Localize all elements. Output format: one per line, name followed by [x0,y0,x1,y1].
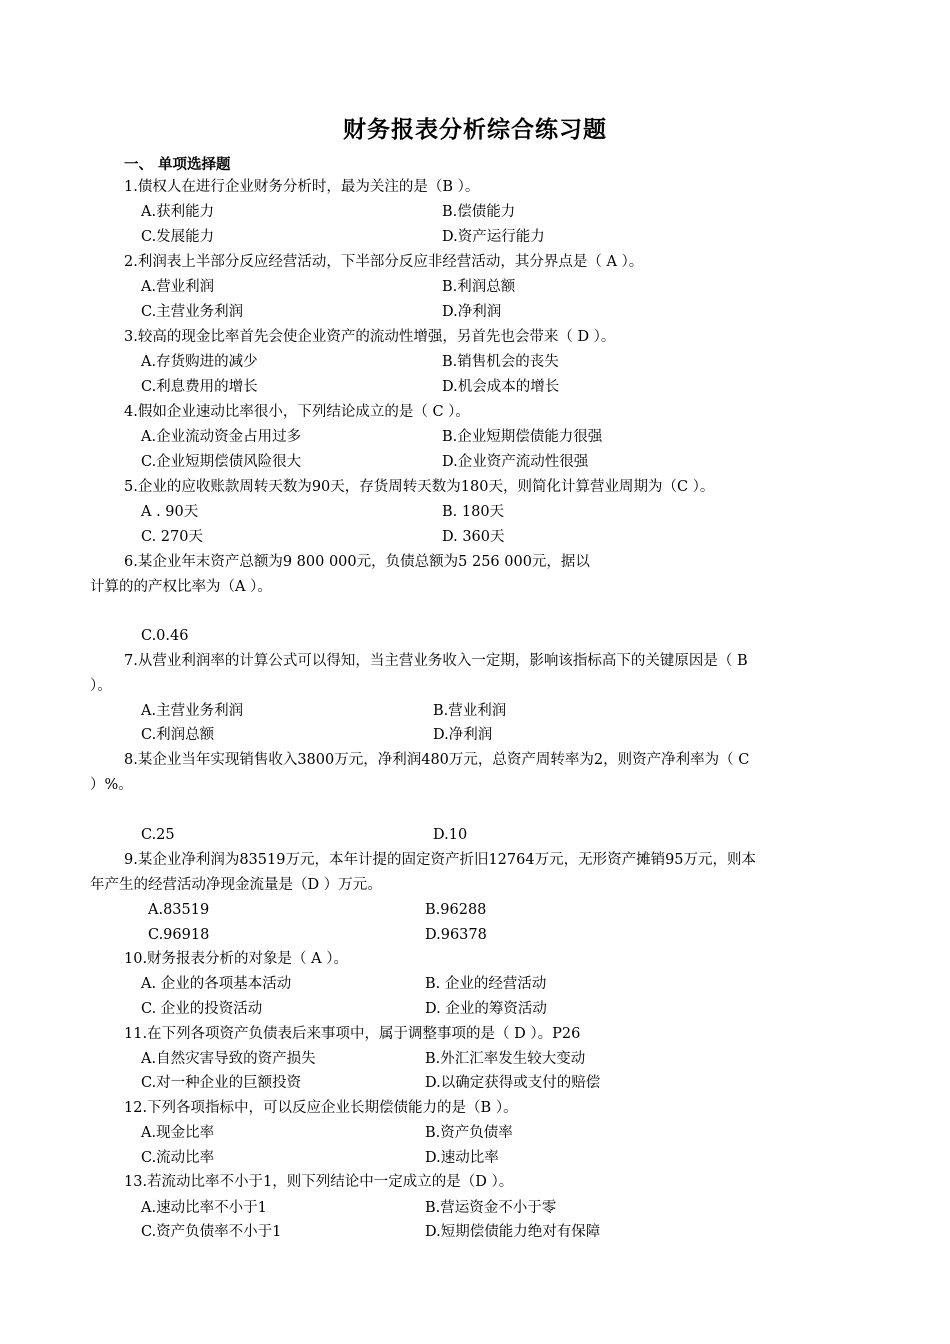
question-stem: 9.某企业净利润为83519万元，本年计提的固定资产折旧12764万元，无形资产摊销95万元，则本 [124,852,757,868]
option-d: D.以确定获得或支付的赔偿 [425,1075,601,1091]
question-stem: 7.从营业利润率的计算公式可以得知，当主营业务收入一定期，影响该指标高下的关键原因是（ B [124,653,748,669]
option-b: B.营业利润 [433,703,507,719]
option-d: D.速动比率 [425,1150,499,1166]
option-a: A. 企业的各项基本活动 [141,976,292,992]
question-stem: 3.较高的现金比率首先会使企业资产的流动性增强，另首先也会带来（ D ）。 [124,329,616,345]
option-b: B.营运资金不小于零 [425,1200,557,1216]
option-d: D.净利润 [442,304,502,320]
option-a: A.企业流动资金占用过多 [141,429,302,445]
question-stem: 10.财务报表分析的对象是（ A ）。 [124,951,348,967]
question-stem: 5.企业的应收账款周转天数为90天，存货周转天数为180天，则简化计算营业周期为（C ）。 [124,479,715,495]
option-b: B. 企业的经营活动 [425,976,547,992]
option-b: B.外汇汇率发生较大变动 [425,1051,586,1067]
question-stem: 8.某企业当年实现销售收入3800万元，净利润480万元，总资产周转率为2，则资产净利率为（ C [124,752,750,768]
option-d: D. 企业的筹资活动 [425,1001,547,1017]
question-stem: 13.若流动比率不小于1，则下列结论中一定成立的是（D ）。 [124,1174,514,1190]
option-c: C.流动比率 [141,1150,215,1166]
option-b: B.销售机会的丧失 [442,354,559,370]
question-stem: 4.假如企业速动比率很小，下列结论成立的是（ C ）。 [124,404,470,420]
question-stem: 11.在下列各项资产负债表后来事项中，属于调整事项的是（ D ）。P26 [124,1026,581,1042]
option-c: C.0.46 [141,628,189,644]
option-d: D.96378 [425,927,487,943]
option-a: A.营业利润 [141,279,215,295]
option-c: C.资产负债率不小于1 [141,1224,282,1240]
option-c: C.发展能力 [141,229,215,245]
option-c: C.对一种企业的巨额投资 [141,1075,302,1091]
option-c: C.利息费用的增长 [141,379,258,395]
option-b: B.资产负债率 [425,1125,513,1141]
option-c: C.企业短期偿债风险很大 [141,454,302,470]
option-a: A.存货购进的减少 [141,354,258,370]
option-b: B.96288 [425,902,487,918]
option-a: A.主营业务利润 [141,703,244,719]
option-a: A.获利能力 [141,204,215,220]
option-d: D. 360天 [442,529,505,545]
option-d: D.10 [433,827,468,843]
option-b: B.偿债能力 [442,204,516,220]
option-a: A.速动比率不小于1 [141,1200,267,1216]
option-c: C.25 [141,827,175,843]
option-c: C.96918 [148,927,210,943]
question-stem-continued: 计算的的产权比率为（A ）。 [90,579,272,595]
option-b: B.利润总额 [442,279,516,295]
question-stem: 1.债权人在进行企业财务分析时，最为关注的是（B ）。 [124,179,480,195]
option-c: C. 270天 [141,529,203,545]
option-d: D.企业资产流动性很强 [442,454,589,470]
question-stem-continued: 年产生的经营活动净现金流量是（D ）万元。 [90,877,382,893]
option-b: B. 180天 [442,504,505,520]
question-stem: 12.下列各项指标中，可以反应企业长期偿债能力的是（B ）。 [124,1100,518,1116]
question-stem: 6.某企业年末资产总额为9 800 000元，负债总额为5 256 000元，据以 [124,554,590,570]
option-c: C. 企业的投资活动 [141,1001,263,1017]
option-d: D.机会成本的增长 [442,379,560,395]
option-c: C.利润总额 [141,727,215,743]
option-a: A.现金比率 [141,1125,215,1141]
option-d: D.净利润 [433,727,493,743]
section-heading: 一、 单项选择题 [124,157,231,173]
option-a: A.83519 [148,902,210,918]
question-stem: 2.利润表上半部分反应经营活动，下半部分反应非经营活动，其分界点是（ A ）。 [124,254,644,270]
document-title: 财务报表分析综合练习题 [343,117,607,143]
question-stem-continued: ）%。 [90,777,133,793]
option-d: D.短期偿债能力绝对有保障 [425,1224,601,1240]
option-a: A.自然灾害导致的资产损失 [141,1051,316,1067]
option-d: D.资产运行能力 [442,229,545,245]
option-b: B.企业短期偿债能力很强 [442,429,603,445]
option-a: A . 90天 [141,504,199,520]
question-stem-continued: ）。 [90,678,112,694]
option-c: C.主营业务利润 [141,304,244,320]
